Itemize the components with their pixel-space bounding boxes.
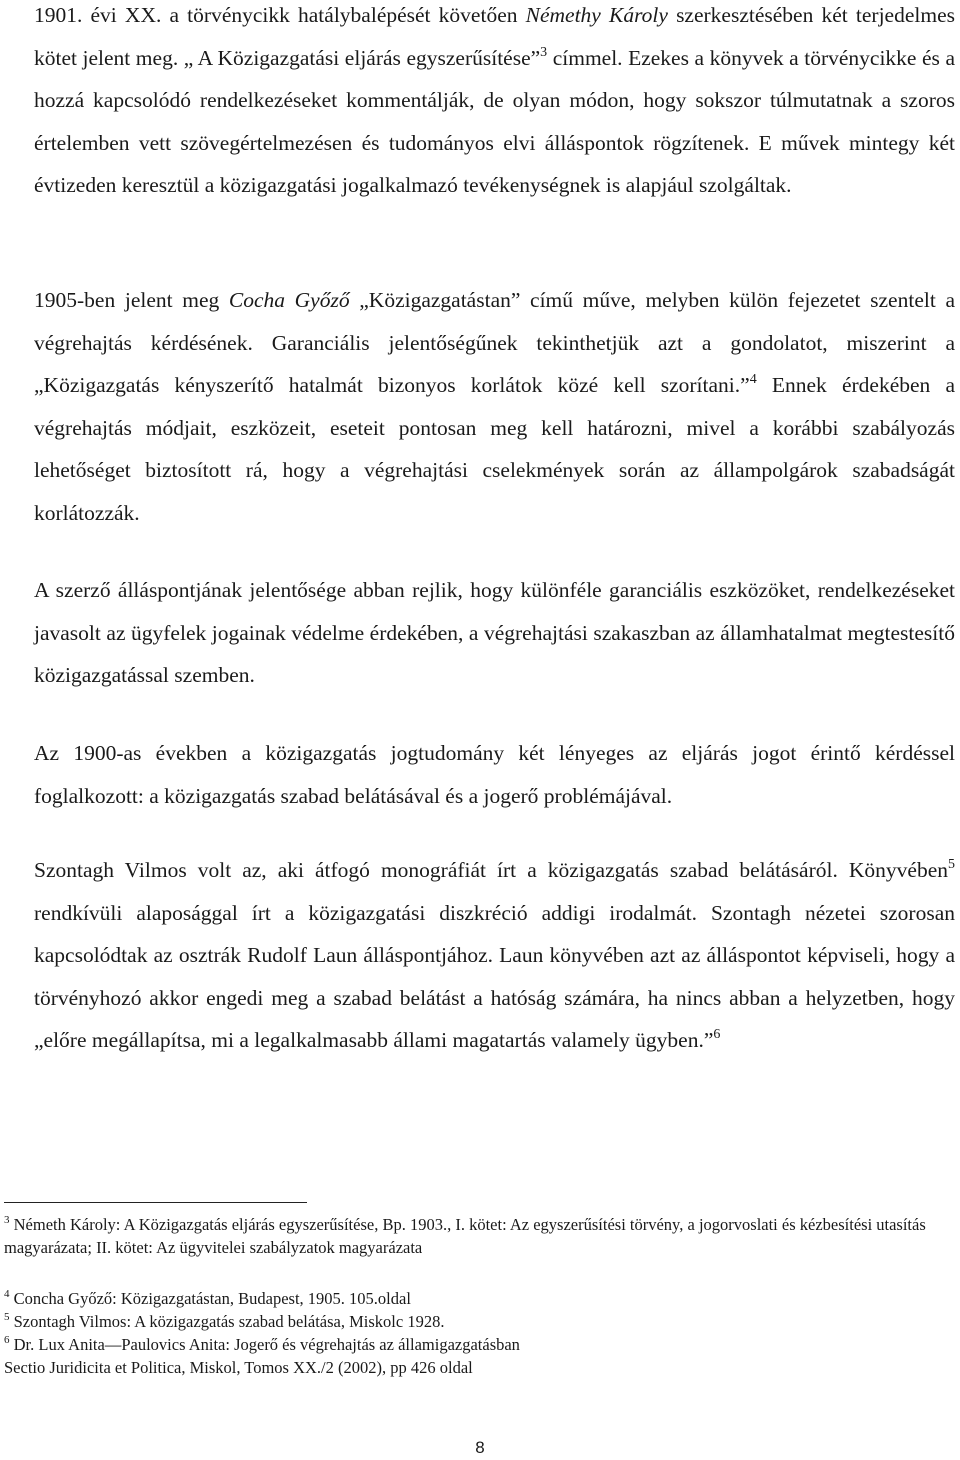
- footnote-group: [4, 1287, 956, 1379]
- paragraph-2: [34, 279, 955, 535]
- footnote-4-text: Concha Győző: Közigazgatástan, Budapest, 1905. 105.oldal: [9, 1289, 411, 1308]
- page-number: 8: [475, 1438, 485, 1457]
- footnote-3: [4, 1213, 956, 1259]
- footnote-5-number: 5: [4, 1311, 10, 1323]
- footnote-6: [4, 1333, 956, 1356]
- footnote-ref-6[interactable]: 6: [713, 1027, 721, 1043]
- paragraph-2-text-c: „Közigazgatástan” című műve, melyben külön fejezetet szentelt a végrehajtás kérdésének. Garanciális jelentőségűnek tekinthetjük azt a gondolatot, miszerint a „Közigazgatás kényszerítő hatalmát bizonyos korlátok közé kell szorítani.”: [34, 288, 955, 398]
- footnote-ref-5[interactable]: 5: [948, 857, 955, 872]
- footnote-6-number: 6: [4, 1334, 10, 1346]
- footnote-4: [4, 1287, 956, 1310]
- paragraph-4-text: Az 1900-as években a közigazgatás jogtudomány két lényeges az eljárás jogot érintő kérdéssel foglalkozott: a közigazgatás szabad belátásával és a jogerő problémájával.: [34, 741, 955, 808]
- footnote-separator: [4, 1202, 307, 1203]
- paragraph-2-text-d: Ennek érdekében a végrehajtás módjait, eszközeit, eseteit pontosan meg kell határozni, mivel a korábbi szabályozás lehetőséget biztosított rá, hogy a végrehajtási cselekmények során az állampolgárok szabadságát korlátozzák.: [34, 373, 955, 525]
- paragraph-5-text-a: Szontagh Vilmos volt az, aki átfogó monográfiát írt a közigazgatás szabad belátásáról. Könyvében: [34, 858, 948, 882]
- footnote-5: [4, 1310, 956, 1333]
- paragraph-1-text-d: címmel. Ezekes a könyvek a törvénycikke és a hozzá kapcsolódó rendelkezéseket kommentálják, de olyan módon, hogy sokszor túlmutatnak a szoros értelemben vett szövegértelmezésen és tudományos elvi álláspontok rögzítenek. E művek mintegy két évtizeden keresztül a közigazgatási jogalkalmazó tevékenységnek is alapjául szolgáltak.: [34, 45, 955, 198]
- footnote-ref-3[interactable]: 3: [540, 44, 548, 60]
- footnote-4-number: 4: [4, 1288, 10, 1300]
- footnote-ref-4[interactable]: 4: [749, 372, 757, 388]
- footnote-5-text: Szontagh Vilmos: A közigazgatás szabad belátása, Miskolc 1928.: [9, 1312, 445, 1331]
- paragraph-3-text: A szerző álláspontjának jelentősége abban rejlik, hogy különféle garanciális eszközöket, rendelkezéseket javasolt az ügyfelek jogainak védelme érdekében, a végrehajtási szakaszban az államhatalmat megtestesítő közigazgatással szemben.: [34, 578, 955, 688]
- paragraph-3: [34, 569, 955, 697]
- paragraph-1-text-a: 1901. évi XX. a törvénycikk hatálybalépését követően: [34, 3, 526, 27]
- paragraph-5: [34, 849, 955, 1062]
- author-name-nemethy: Némethy Károly: [525, 3, 668, 27]
- footnote-6-text: Dr. Lux Anita—Paulovics Anita: Jogerő és végrehajtás az államigazgatásban: [9, 1335, 520, 1354]
- paragraph-1-text-c: szerkesztésében két terjedelmes kötet jelent meg. „ A Közigazgatási eljárás egyszerűsítése”: [34, 3, 955, 70]
- paragraph-1: [34, 0, 955, 207]
- footnote-6-continuation: Sectio Juridicita et Politica, Miskol, Tomos XX./2 (2002), pp 426 oldal: [4, 1358, 473, 1377]
- paragraph-2-text-a: 1905-ben jelent meg: [34, 288, 229, 312]
- footnote-3-number: 3: [4, 1214, 10, 1226]
- author-name-cocha: Cocha Győző: [228, 288, 350, 312]
- footnote-3-text: Németh Károly: A Közigazgatás eljárás egyszerűsítése, Bp. 1903., I. kötet: Az egyszerűsítési törvény, a jogorvoslati és kézbesítési utasítás magyarázata; II. kötet: Az ügyvitelei szabályzatok magyarázata: [4, 1215, 926, 1257]
- paragraph-5-text-b: rendkívüli alaposággal írt a közigazgatási diszkréció addigi irodalmát. Szontagh nézetei szorosan kapcsolódtak az osztrák Rudolf Laun álláspontjához. Laun könyvében azt az álláspontot képviseli, hogy a törvényhozó akkor engedi meg a szabad belátást a hatóság számára, ha nincs abban a helyzetben, hogy „előre megállapítsa, mi a legalkalmasabb állami magatartás valamely ügyben.”: [34, 900, 955, 1053]
- paragraph-4: [34, 732, 955, 817]
